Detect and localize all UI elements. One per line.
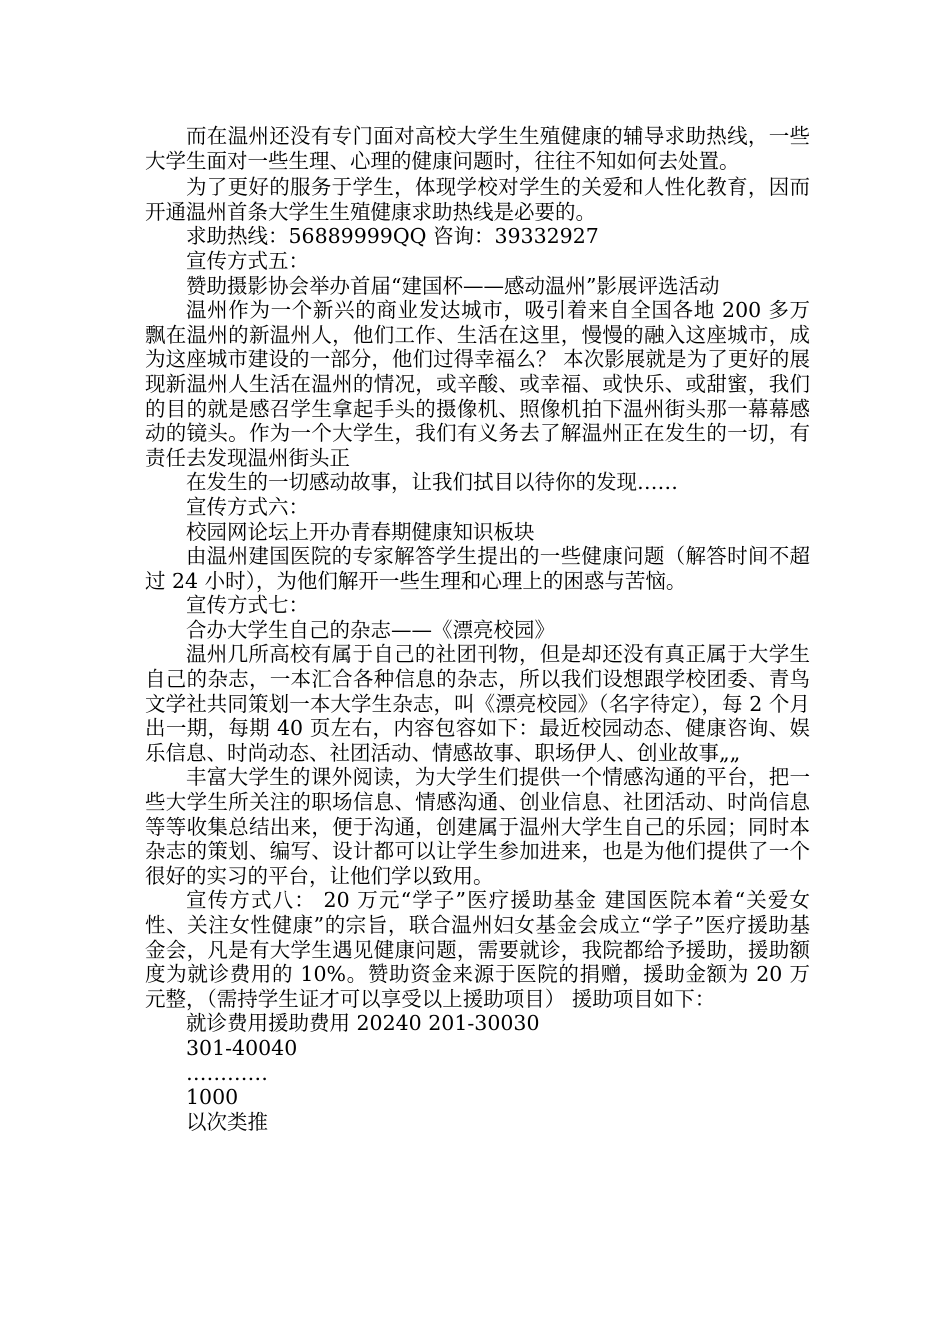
method-6-heading: 宣传方式六： [186, 494, 309, 519]
aid-item-line-5: 以次类推 [186, 1109, 268, 1134]
aid-item-line-2: 301-40040 [186, 1035, 298, 1060]
paragraph-photo-exhibition: 温州作为一个新兴的商业发达城市，吸引着来自全国各地 200 多万飘在温州的新温州人，他们工作、生活在这里，慢慢的融入这座城市，成为这座城市建设的一部分，他们过得幸福么？ 本次影展就是为了更好的展现新温州人生活在温州的情况，或辛酸、或幸福、或快乐、或甜蜜，我们的目的就是感召学生拿起手头的摄像机、照像机拍下温州街头那一幕幕感动的镜头。作为一个大学生，我们有义务去了解温州正在发生的一切，有责任去发现温州街头正 [145, 298, 810, 470]
paragraph-magazine: 温州几所高校有属于自己的社团刊物，但是却还没有真正属于大学生自己的杂志，一本汇合各种信息的杂志，所以我们设想跟学校团委、青鸟文学社共同策划一本大学生杂志，叫《漂亮校园》（名字待定），每 2 个月出一期，每期 40 页左右，内容包容如下：最近校园动态、健康咨询、娱乐信息、时尚动态、社团活动、情感故事、职场伊人、创业故事„„ [145, 642, 810, 765]
document-body [145, 124, 810, 1134]
method-7-heading: 宣传方式七： [186, 593, 309, 618]
paragraph-hotline-purpose: 为了更好的服务于学生，体现学校对学生的关爱和人性化教育，因而开通温州首条大学生生殖健康求助热线是必要的。 [145, 175, 810, 224]
aid-item-line-1: 就诊费用援助费用 20240 201-30030 [186, 1011, 540, 1036]
paragraph-photo-exhibition-cont: 在发生的一切感动故事，让我们拭目以待你的发现…… [186, 470, 678, 495]
paragraph-medical-aid-fund: 宣传方式八： 20 万元“学子”医疗援助基金 建国医院本着“关爱女性、关注女性健康”的宗旨，联合温州妇女基金会成立“学子”医疗援助基金会，凡是有大学生遇见健康问题，需要就诊，我院都给予援助，援助额度为就诊费用的 10%。赞助资金来源于医院的捐赠，援助金额为 20 万元整，（需持学生证才可以享受以上援助项目） 援助项目如下： [145, 888, 810, 1011]
paragraph-magazine-benefits: 丰富大学生的课外阅读，为大学生们提供一个情感沟通的平台，把一些大学生所关注的职场信息、情感沟通、创业信息、社团活动、时尚信息等等收集总结出来，便于沟通，创建属于温州大学生自己的乐园；同时本杂志的策划、编写、设计都可以让学生参加进来，也是为他们提供了一个很好的实习的平台，让他们学以致用。 [145, 765, 810, 888]
aid-item-line-4: 1000 [186, 1085, 239, 1110]
aid-item-line-3: ………… [186, 1060, 268, 1085]
method-5-heading: 宣传方式五： [186, 248, 309, 273]
hotline-numbers: 求助热线：56889999QQ 咨询：39332927 [186, 224, 599, 249]
paragraph-hotline-need: 而在温州还没有专门面对高校大学生生殖健康的辅导求助热线，一些大学生面对一些生理、心理的健康问题时，往往不知如何去处置。 [145, 124, 810, 173]
method-7-subtitle: 合办大学生自己的杂志——《漂亮校园》 [186, 617, 555, 642]
method-5-subtitle: 赞助摄影协会举办首届“建国杯——感动温州”影展评选活动 [186, 273, 720, 298]
paragraph-health-forum: 由温州建国医院的专家解答学生提出的一些健康问题（解答时间不超过 24 小时），为他们解开一些生理和心理上的困惑与苦恼。 [145, 544, 810, 593]
method-6-subtitle: 校园网论坛上开办青春期健康知识板块 [186, 519, 535, 544]
